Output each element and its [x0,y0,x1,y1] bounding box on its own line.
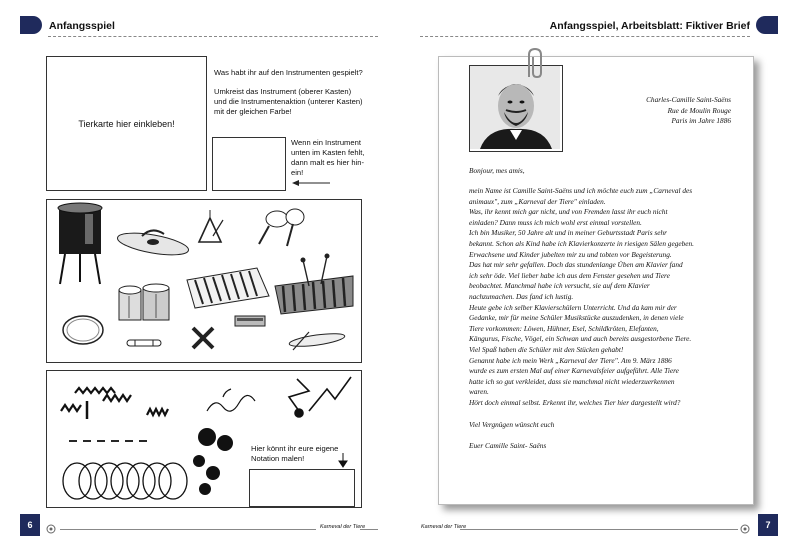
instruction-line-3: mit der gleichen Farbe! [214,107,292,116]
body-line: waren. [469,387,489,397]
notation-box[interactable] [46,370,362,508]
body-line: Ich bin Musiker, 50 Jahre alt und in meiner Geburtsstadt Paris sehr [469,228,667,238]
animal-card-box[interactable] [46,56,207,191]
letter-body [469,186,749,408]
glockenspiel-icon [187,268,269,308]
arrow-left-icon [292,178,332,188]
lightning-arrow-icon [289,377,351,417]
instruction-line-2: und die Instrumentenaktion (unterer Kasten) [214,97,363,106]
instrument-question: Was habt ihr auf den Instrumenten gespielt? [214,68,363,77]
bongos-icon [119,284,169,320]
left-footer-rule-end [360,529,378,530]
ornament-icon [44,522,58,536]
page-tab-right [756,16,778,34]
instruction-line-1: Umkreist das Instrument (oberer Kasten) [214,87,352,96]
frame-drum-icon [63,316,103,344]
missing-note-line-1: Wenn ein Instrument [291,138,361,147]
body-line: nachzumachen. Das fand ich lustig. [469,291,574,301]
paper-clip-icon [521,47,545,79]
arrow-down-icon [339,453,347,467]
left-header-title: Anfangsspiel [49,20,115,32]
letter-greeting: Bonjour, mes amis, [469,166,525,175]
body-line: hatte ich so gut verkleidet, dass sie manchmal nicht wiederzuerkennen [469,376,675,386]
instruments-box[interactable] [46,199,362,363]
missing-note-line-2: unten im Kasten fehlt, [291,148,365,157]
wave-line-icon [207,389,255,411]
body-line: Das hat mir sehr gefallen. Doch das stundenlange Üben am Klavier fand [469,260,683,270]
sender-street: Rue de Moulin Rouge [667,105,731,115]
body-line: einladen? Dann muss ich mich wohl erst einmal vorstellen. [469,217,642,227]
sender-city-date: Paris im Jahre 1886 [671,116,731,126]
spiral-loops-icon [63,463,187,499]
left-page-number: 6 [20,514,40,536]
right-footer-rule [460,529,738,530]
timpani-drum-icon [58,203,102,284]
right-book-title: Karneval der Tiere [421,524,467,530]
left-book-title: Karneval der Tiere [320,524,366,530]
right-header-rule [420,36,750,37]
xylophone-icon [275,254,353,315]
right-page-number: 7 [758,514,778,536]
portrait-image [470,66,560,149]
body-line: Heute gebe ich selber Klavierschülern Unterricht. Und da kam mir der [469,302,677,312]
body-line: Tiere vorkommen: Löwen, Hühner, Esel, Schildkröten, Elefanten, [469,323,659,333]
missing-note-line-4: ein! [291,168,304,177]
portrait-frame [469,65,563,152]
body-line: wurde es zum ersten Mal auf einer Karnevalsfeier aufgeführt. Alle Tiere [469,366,679,376]
ornament-icon [738,522,752,536]
missing-note-line-3: dann malt es hier hin- [291,158,365,167]
dots-notation-icon [193,428,233,495]
body-line: bekannt. Schon als Kind habe ich Klavierkonzerte in riesigen Sälen gegeben. [469,238,694,248]
harmonica-icon [235,316,265,326]
letter-paper [438,56,754,505]
body-line: Erwachsene und Kinder jubelten mir zu und tobten vor Begeisterung. [469,249,672,259]
guiro-icon [289,331,346,350]
body-line: mein Name ist Camille Saint-Saëns und ich möchte euch zum „Carneval des [469,186,693,195]
zigzag-notation-icon [61,388,168,419]
own-notation-line-1: Hier könnt ihr eure eigene [251,444,339,453]
instruments-illustration [47,200,361,362]
body-line: Viel Spaß haben die Schüler mit den Stücken gehabt! [469,344,624,354]
left-header-rule [48,36,378,37]
animal-card-placeholder: Tierkarte hier einkleben! [78,118,175,129]
body-line: Was, ihr kennt mich gar nicht, und von Fremden lasst ihr euch nicht [469,207,668,217]
right-header-title: Anfangsspiel, Arbeitsblatt: Fiktiver Brief [549,20,750,32]
body-line: Kängurus, Fische, Vögel, ein Schwan und auch bereits ausgestorbene Tiere. [469,334,692,344]
sender-name: Charles-Camille Saint-Saëns [646,95,731,104]
maracas-icon [259,209,304,246]
body-line: Gedanke, mir für meine Schüler Musikstücke auszudenken, in denen viele [469,313,684,323]
own-notation-line-2: Notation malen! [251,454,305,463]
letter-closing: Viel Vergnügen wünscht euch [469,420,555,429]
cymbal-icon [116,229,190,259]
shaker-icon [127,340,161,346]
letter-signature: Euer Camille Saint- Saëns [469,441,547,450]
page-tab-left [20,16,42,34]
body-line: Genannt habe ich mein Werk „Karneval der Tiere". Am 9. März 1886 [469,355,672,365]
body-line: Hört doch einmal selbst. Erkennt ihr, welches Tier hier dargestellt wird? [469,397,681,407]
body-line: beobachtet. Manchmal habe ich versucht, sie auf dem Klavier [469,281,650,291]
missing-instrument-box[interactable] [212,137,286,191]
own-notation-box[interactable] [249,469,355,507]
body-line: animaux", zum „Karneval der Tiere" einladen. [469,196,606,206]
sender-address [571,95,731,127]
left-footer-rule [60,529,316,530]
triangle-instrument-icon [199,210,223,242]
body-line: ich sehr öde. Viel lieber habe ich aus dem Fenster gesehen und Tiere [469,270,670,280]
claves-icon [193,328,213,348]
